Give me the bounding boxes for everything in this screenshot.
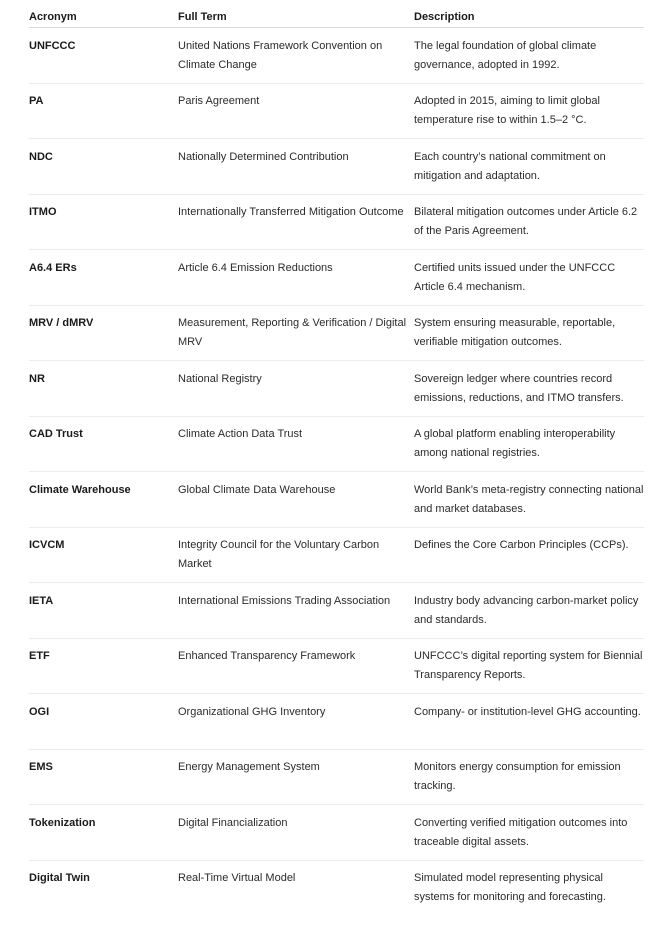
cell-description: Converting verified mitigation outcomes into traceable digital assets. [414,816,628,848]
table-row [29,250,644,306]
cell-acronym: Digital Twin [29,872,90,884]
cell-acronym: CAD Trust [29,428,83,440]
table-row [29,195,644,251]
table-row [29,306,644,362]
cell-acronym: NDC [29,150,53,163]
table-row [29,639,644,695]
cell-acronym: Climate Warehouse [29,483,131,496]
cell-full-term: National Registry [178,372,262,385]
cell-description: Bilateral mitigation outcomes under Article 6.2 of the Paris Agreement. [414,206,638,237]
cell-full-term: Measurement, Reporting & Verification / Digital MRV [178,317,407,348]
table-row [29,28,644,84]
header-acronym: Acronym [29,11,77,23]
header-full-term: Full Term [178,11,227,23]
cell-acronym: MRV / dMRV [29,317,94,329]
table-row [29,805,644,861]
table-row [29,139,644,195]
cell-description: Defines the Core Carbon Principles (CCPs). [414,539,629,551]
cell-full-term: Real-Time Virtual Model [178,872,296,884]
cell-description: System ensuring measurable, reportable, verifiable mitigation outcomes. [414,317,616,348]
cell-acronym: Tokenization [29,816,96,829]
cell-full-term: United Nations Framework Convention on Climate Change [178,39,383,71]
cell-acronym: PA [29,95,44,107]
cell-full-term: Digital Financialization [178,816,288,829]
cell-description: Each country’s national commitment on mitigation and adaptation. [414,150,606,182]
cell-description: Sovereign ledger where countries record emissions, reductions, and ITMO transfers. [414,372,624,404]
cell-description: Simulated model representing physical systems for monitoring and forecasting. [414,872,606,903]
cell-description: The legal foundation of global climate governance, adopted in 1992. [414,39,597,71]
table-row [29,472,644,528]
table-header-row [29,0,644,28]
cell-description: A global platform enabling interoperability among national registries. [414,428,616,459]
cell-acronym: ITMO [29,206,57,218]
table-row [29,694,644,750]
cell-full-term: Internationally Transferred Mitigation Outcome [178,206,404,218]
cell-description: Adopted in 2015, aiming to limit global temperature rise to within 1.5–2 °C. [414,95,600,126]
cell-description: UNFCCC’s digital reporting system for Biennial Transparency Reports. [414,650,643,681]
cell-full-term: Article 6.4 Emission Reductions [178,261,333,274]
cell-acronym: NR [29,372,45,385]
table-row [29,861,644,917]
acronym-table [29,0,644,916]
cell-full-term: Organizational GHG Inventory [178,705,326,718]
table-row [29,84,644,140]
cell-full-term: Integrity Council for the Voluntary Carbon Market [178,539,380,570]
cell-full-term: Climate Action Data Trust [178,428,303,440]
table-row [29,583,644,639]
cell-description: Monitors energy consumption for emission tracking. [414,761,621,792]
cell-acronym: UNFCCC [29,39,76,52]
table-row [29,750,644,806]
cell-description: World Bank’s meta-registry connecting national and market databases. [414,483,644,515]
cell-full-term: Paris Agreement [178,95,260,107]
table-row [29,528,644,584]
cell-full-term: Enhanced Transparency Framework [178,650,356,662]
cell-full-term: International Emissions Trading Association [178,594,391,607]
cell-acronym: ETF [29,650,50,662]
cell-acronym: ICVCM [29,539,65,551]
cell-acronym: IETA [29,594,54,607]
cell-acronym: A6.4 ERs [29,261,77,274]
cell-acronym: OGI [29,705,50,718]
header-description: Description [414,11,475,23]
cell-full-term: Nationally Determined Contribution [178,150,349,163]
cell-description: Company- or institution-level GHG accounting. [414,705,641,718]
table-row [29,361,644,417]
cell-full-term: Global Climate Data Warehouse [178,483,336,496]
cell-description: Certified units issued under the UNFCCC Article 6.4 mechanism. [414,261,616,293]
table-row [29,417,644,473]
cell-full-term: Energy Management System [178,761,320,773]
cell-acronym: EMS [29,761,53,773]
cell-description: Industry body advancing carbon-market policy and standards. [414,594,639,626]
